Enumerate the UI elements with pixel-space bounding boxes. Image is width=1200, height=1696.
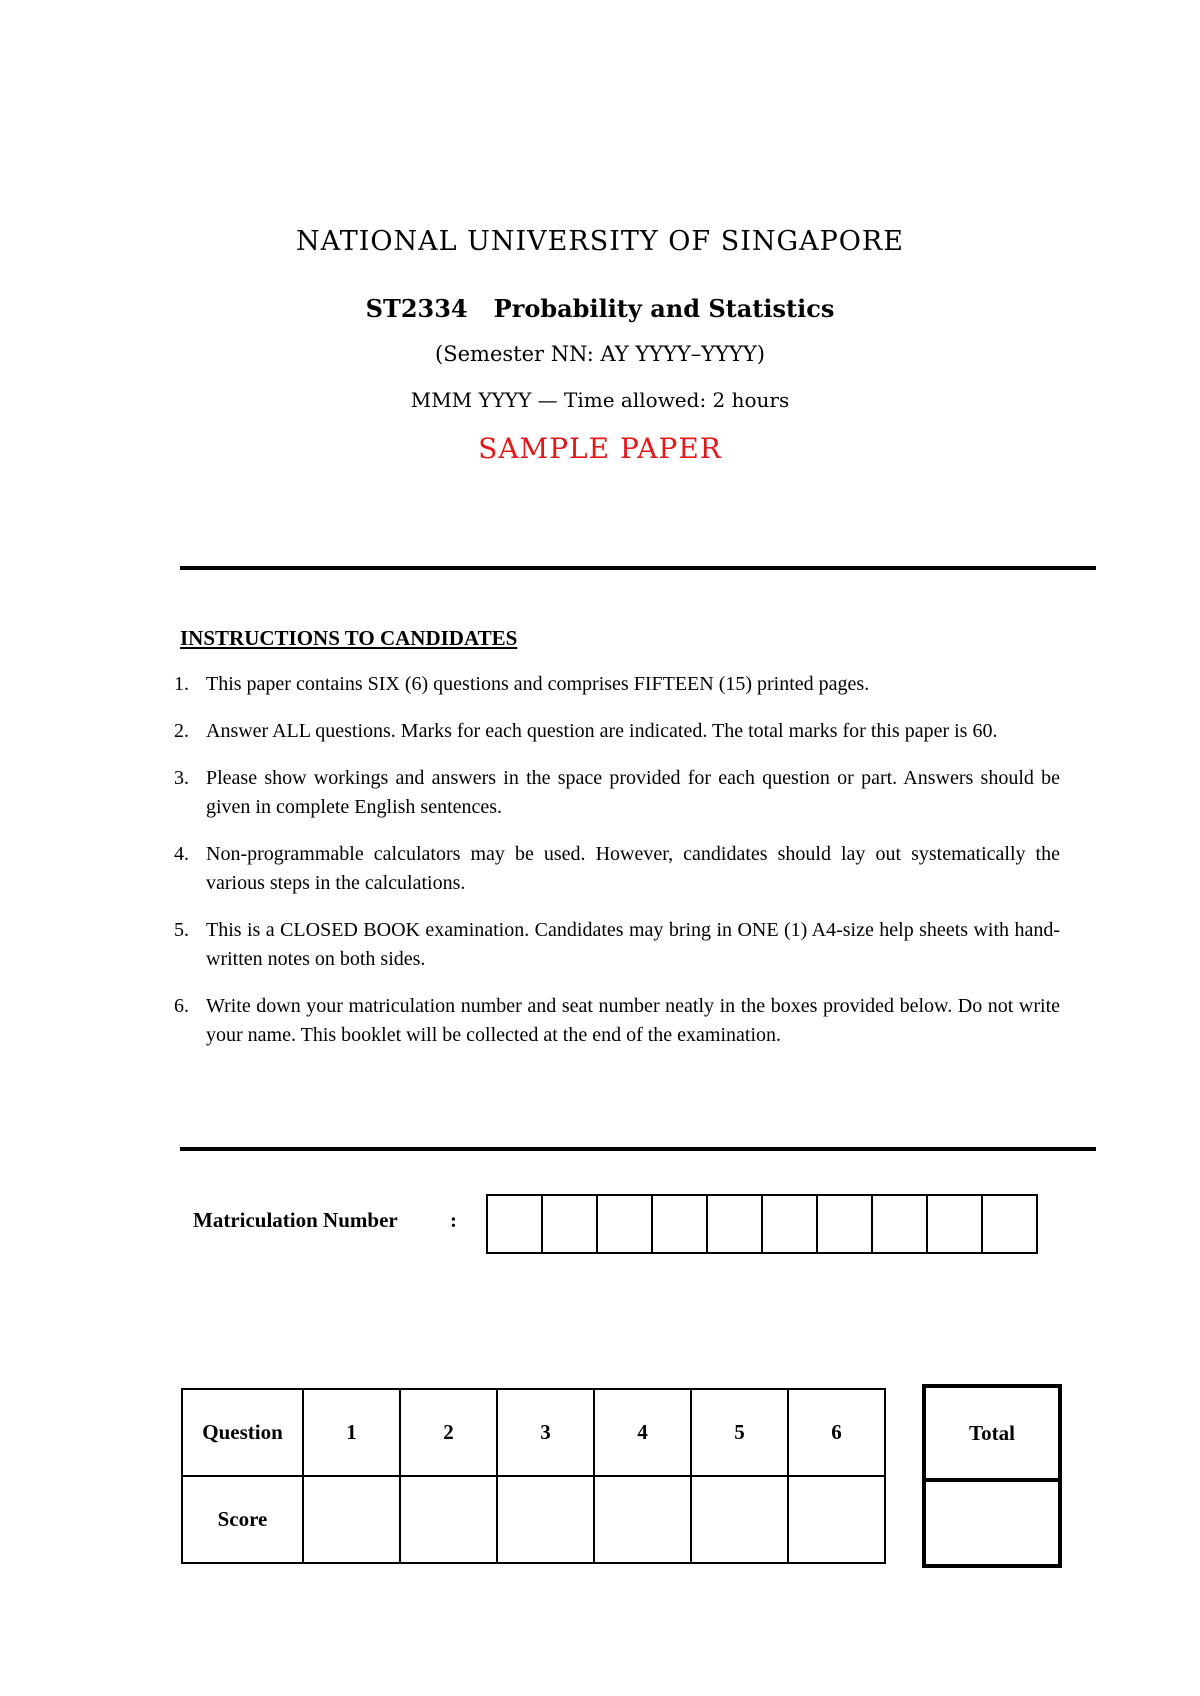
matriculation-digit-box[interactable]: [983, 1196, 1036, 1252]
matriculation-digit-box[interactable]: [598, 1196, 653, 1252]
total-box: [922, 1384, 1062, 1568]
bottom-divider: [180, 1147, 1096, 1151]
question-number: 5: [691, 1389, 788, 1476]
matriculation-number-boxes: [486, 1194, 1038, 1254]
instruction-text: Please show workings and answers in the space provided for each question or part. Answers should be given in complete English sentences.: [206, 767, 1060, 818]
score-row: [182, 1476, 885, 1563]
matriculation-digit-box[interactable]: [653, 1196, 708, 1252]
course-heading: [0, 294, 1200, 323]
instruction-item: [174, 670, 1060, 699]
score-cell[interactable]: [497, 1476, 594, 1563]
question-number: 3: [497, 1389, 594, 1476]
question-number: 4: [594, 1389, 691, 1476]
instruction-number: 1.: [174, 673, 189, 695]
instruction-number: 2.: [174, 720, 189, 742]
instruction-text: Non-programmable calculators may be used. However, candidates should lay out systematically the various steps in the calculations.: [206, 843, 1060, 894]
score-cell[interactable]: [400, 1476, 497, 1563]
instruction-number: 5.: [174, 919, 189, 941]
instruction-item: [174, 916, 1060, 974]
instruction-number: 6.: [174, 995, 189, 1017]
score-cell[interactable]: [788, 1476, 885, 1563]
matriculation-digit-box[interactable]: [543, 1196, 598, 1252]
matriculation-digit-box[interactable]: [763, 1196, 818, 1252]
matriculation-digit-box[interactable]: [488, 1196, 543, 1252]
matriculation-digit-box[interactable]: [818, 1196, 873, 1252]
instruction-number: 3.: [174, 767, 189, 789]
score-cell[interactable]: [594, 1476, 691, 1563]
university-name: NATIONAL UNIVERSITY OF SINGAPORE: [296, 226, 904, 257]
question-number: 6: [788, 1389, 885, 1476]
score-cell[interactable]: [303, 1476, 400, 1563]
question-row-label: Question: [182, 1389, 303, 1476]
instruction-item: [174, 764, 1060, 822]
instruction-item: [174, 840, 1060, 898]
question-row: [182, 1389, 885, 1476]
total-label: Total: [926, 1388, 1058, 1482]
semester-line: (Semester NN: AY YYYY–YYYY): [435, 342, 765, 366]
matriculation-digit-box[interactable]: [708, 1196, 763, 1252]
course-code: ST2334: [365, 294, 468, 323]
top-divider: [180, 566, 1096, 570]
matriculation-label: Matriculation Number: [193, 1208, 398, 1232]
instruction-item: [174, 717, 1060, 746]
course-title: Probability and Statistics: [493, 294, 835, 323]
instruction-text: Write down your matriculation number and seat number neatly in the boxes provided below. Do not write your name. This booklet will be collected at the end of the examination.: [206, 995, 1060, 1046]
score-row-label: Score: [182, 1476, 303, 1563]
matriculation-digit-box[interactable]: [873, 1196, 928, 1252]
instruction-item: [174, 992, 1060, 1050]
matriculation-colon: :: [450, 1208, 457, 1232]
instruction-text: This paper contains SIX (6) questions and comprises FIFTEEN (15) printed pages.: [206, 673, 870, 695]
instructions-list: [174, 670, 1060, 1068]
instruction-number: 4.: [174, 843, 189, 865]
instruction-text: Answer ALL questions. Marks for each question are indicated. The total marks for this paper is 60.: [206, 720, 998, 742]
instructions-title: INSTRUCTIONS TO CANDIDATES: [180, 626, 518, 650]
question-number: 1: [303, 1389, 400, 1476]
question-number: 2: [400, 1389, 497, 1476]
instruction-text: This is a CLOSED BOOK examination. Candidates may bring in ONE (1) A4-size help sheets with hand-written notes on both sides.: [206, 919, 1060, 970]
score-cell[interactable]: [691, 1476, 788, 1563]
sample-paper-label: SAMPLE PAPER: [478, 432, 722, 465]
score-table: [181, 1388, 886, 1564]
exam-time-line: MMM YYYY — Time allowed: 2 hours: [410, 388, 790, 412]
matriculation-digit-box[interactable]: [928, 1196, 983, 1252]
